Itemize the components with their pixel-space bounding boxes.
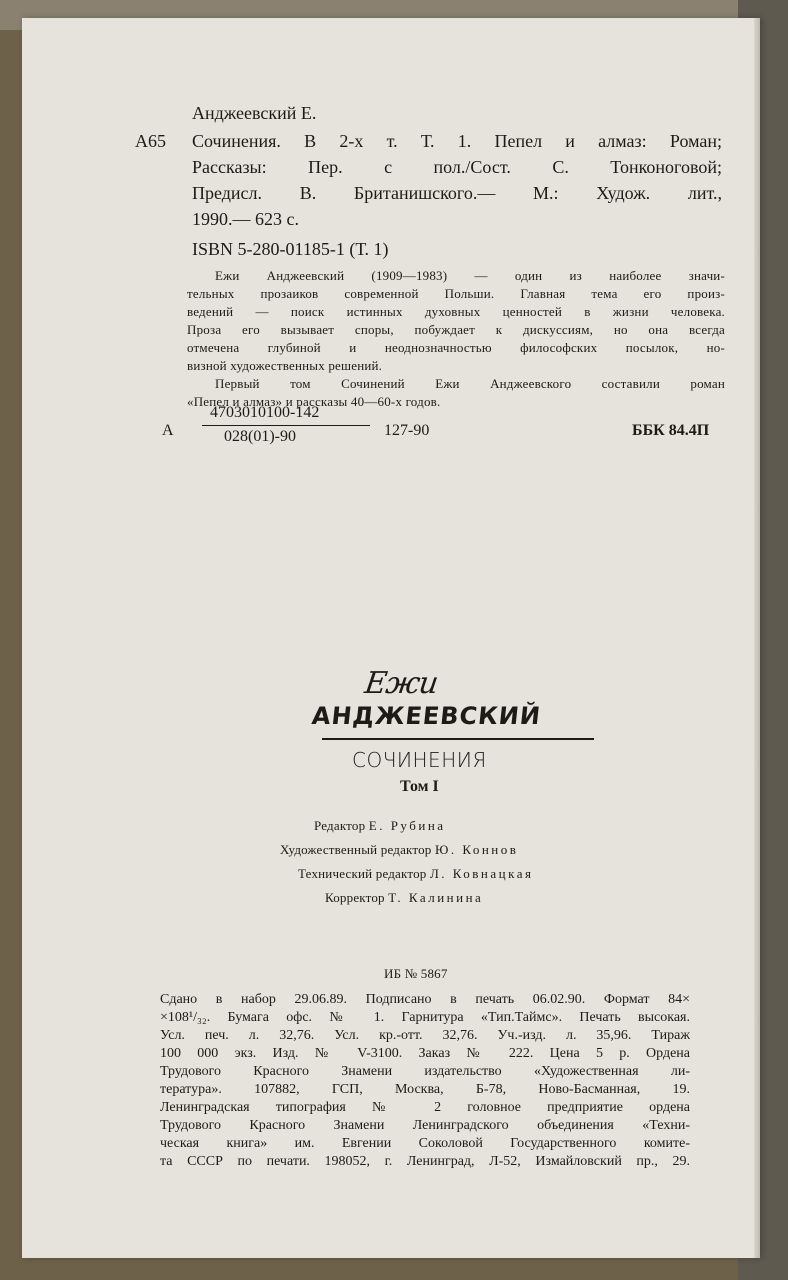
book-page bbox=[22, 18, 760, 1258]
credit-person: Л. Ковнацкая bbox=[429, 866, 534, 881]
annotation-line-7: Первый том Сочинений Ежи Анджеевского составили роман bbox=[215, 376, 725, 391]
title-rule bbox=[322, 738, 594, 740]
credit-art-editor bbox=[280, 842, 518, 858]
annotation-line-5: отмечена глубиной и неоднозначностью философских посылок, но- bbox=[187, 340, 725, 355]
annotation-line-1: Ежи Анджеевский (1909—1983) — один из наиболее значи- bbox=[215, 268, 725, 283]
bib-line-2: Рассказы: Пер. с пол./Сост. С. Тонконоговой; bbox=[192, 157, 722, 177]
fraction-line bbox=[202, 425, 370, 426]
imprint-line-5: Трудового Красного Знамени издательство «Художественная ли- bbox=[160, 1064, 690, 1079]
index-denominator: 028(01)-90 bbox=[224, 428, 296, 445]
imprint-line-2: ×108¹/₃₂. Бумага офс. № 1. Гарнитура «Тип.Таймс». Печать высокая. bbox=[160, 1010, 690, 1025]
imprint-line-6: тература». 107882, ГСП, Москва, Б-78, Ново-Басманная, 19. bbox=[160, 1082, 690, 1097]
annotation-line-6: визной художественных решений. bbox=[187, 358, 383, 373]
credit-proofreader bbox=[325, 890, 483, 906]
author-last-name: АНДЖЕЕВСКИЙ bbox=[310, 702, 543, 730]
credit-role: Художественный редактор bbox=[280, 842, 432, 857]
imprint-line-9: ческая книга» им. Евгении Соколовой Государственного комите- bbox=[160, 1136, 690, 1151]
bib-line-1: Сочинения. В 2-х т. Т. 1. Пепел и алмаз: Роман; bbox=[192, 131, 722, 151]
call-number: А65 bbox=[135, 131, 166, 151]
imprint-line-4: 100 000 экз. Изд. № V-3100. Заказ № 222. Цена 5 р. Ордена bbox=[160, 1046, 690, 1061]
credit-role: Корректор bbox=[325, 890, 385, 905]
works-title: СОЧИНЕНИЯ bbox=[352, 748, 487, 772]
ib-number: ИБ № 5867 bbox=[384, 966, 448, 981]
annotation-line-8: «Пепел и алмаз» и рассказы 40—60-х годов. bbox=[187, 394, 441, 409]
index-letter: А bbox=[162, 422, 174, 439]
page-edge bbox=[754, 18, 760, 1258]
index-numerator: 4703010100-142 bbox=[210, 404, 320, 421]
credit-role: Технический редактор bbox=[298, 866, 427, 881]
annotation-line-4: Проза его вызывает споры, побуждает к дискуссиям, но она всегда bbox=[187, 322, 725, 337]
imprint-line-3: Усл. печ. л. 32,76. Усл. кр.-отт. 32,76. Уч.-изд. л. 35,96. Тираж bbox=[160, 1028, 690, 1043]
credit-tech-editor bbox=[298, 866, 533, 882]
imprint-line-1: Сдано в набор 29.06.89. Подписано в печать 06.02.90. Формат 84× bbox=[160, 992, 690, 1007]
credit-person: Ю. Коннов bbox=[434, 842, 519, 857]
credit-person: Т. Калинина bbox=[388, 890, 484, 905]
author-heading: Анджеевский Е. bbox=[192, 103, 317, 123]
imprint-line-10: та СССР по печати. 198052, г. Ленинград, Л-52, Измайловский пр., 29. bbox=[160, 1154, 690, 1169]
bib-line-4: 1990.— 623 с. bbox=[192, 209, 299, 229]
credit-person: Е. Рубина bbox=[368, 818, 446, 833]
isbn: ISBN 5-280-01185-1 (Т. 1) bbox=[192, 239, 389, 259]
bib-line-3: Предисл. В. Британишского.— М.: Худож. лит., bbox=[192, 183, 722, 203]
author-first-name: Ежи bbox=[362, 666, 440, 701]
imprint-line-8: Трудового Красного Знамени Ленинградского объединения «Техни- bbox=[160, 1118, 690, 1133]
annotation-line-3: ведений — поиск истинных духовных ценностей в жизни человека. bbox=[187, 304, 725, 319]
credit-role: Редактор bbox=[314, 818, 366, 833]
bbk-code: ББК 84.4П bbox=[632, 422, 710, 439]
order-code: 127-90 bbox=[384, 422, 430, 439]
imprint-line-7: Ленинградская типография № 2 головное предприятие ордена bbox=[160, 1100, 690, 1115]
volume-label: Том I bbox=[400, 778, 439, 795]
annotation-line-2: тельных прозаиков современной Польши. Главная тема его произ- bbox=[187, 286, 725, 301]
credit-editor bbox=[314, 818, 446, 834]
